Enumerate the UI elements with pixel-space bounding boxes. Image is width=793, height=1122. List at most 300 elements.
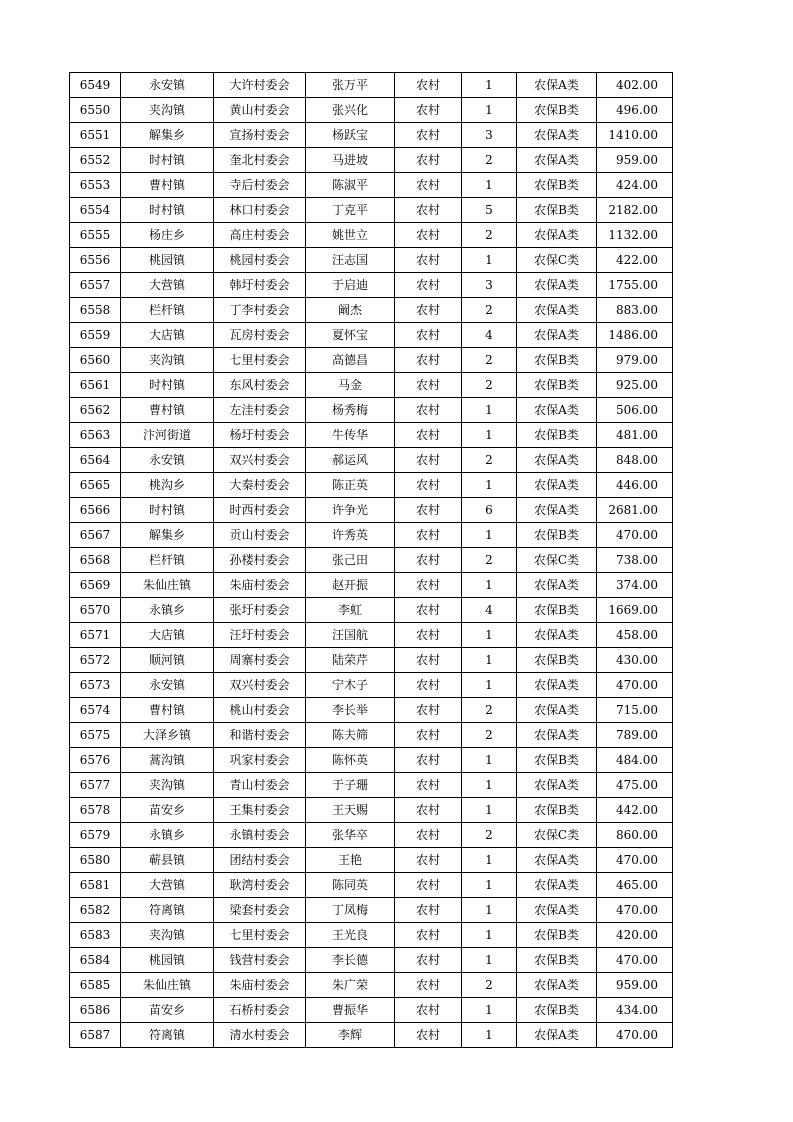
township-cell: 永安镇 [121, 673, 214, 698]
household-size-cell: 1 [462, 923, 517, 948]
insurance-category-cell: 农保A类 [517, 623, 597, 648]
serial-number-cell: 6562 [70, 398, 121, 423]
serial-number-cell: 6579 [70, 823, 121, 848]
person-name-cell: 曹振华 [306, 998, 395, 1023]
table-row [70, 798, 673, 823]
township-cell: 大营镇 [121, 273, 214, 298]
serial-number-cell: 6567 [70, 523, 121, 548]
household-size-cell: 1 [462, 73, 517, 98]
residence-type-cell: 农村 [395, 173, 462, 198]
serial-number-cell: 6557 [70, 273, 121, 298]
household-size-cell: 1 [462, 873, 517, 898]
township-cell: 杨庄乡 [121, 223, 214, 248]
person-name-cell: 陈怀英 [306, 748, 395, 773]
village-committee-cell: 孙楼村委会 [214, 548, 306, 573]
insurance-category-cell: 农保A类 [517, 448, 597, 473]
person-name-cell: 张己田 [306, 548, 395, 573]
residence-type-cell: 农村 [395, 373, 462, 398]
household-size-cell: 3 [462, 273, 517, 298]
person-name-cell: 朱广荣 [306, 973, 395, 998]
table-row [70, 873, 673, 898]
village-committee-cell: 七里村委会 [214, 923, 306, 948]
serial-number-cell: 6583 [70, 923, 121, 948]
serial-number-cell: 6574 [70, 698, 121, 723]
amount-cell: 496.00 [597, 98, 673, 123]
table-row [70, 73, 673, 98]
table-row [70, 548, 673, 573]
amount-cell: 458.00 [597, 623, 673, 648]
township-cell: 时村镇 [121, 148, 214, 173]
township-cell: 曹村镇 [121, 173, 214, 198]
township-cell: 曹村镇 [121, 698, 214, 723]
township-cell: 永安镇 [121, 73, 214, 98]
serial-number-cell: 6555 [70, 223, 121, 248]
person-name-cell: 王艳 [306, 848, 395, 873]
insurance-category-cell: 农保B类 [517, 748, 597, 773]
serial-number-cell: 6558 [70, 298, 121, 323]
insurance-category-cell: 农保B类 [517, 348, 597, 373]
amount-cell: 1410.00 [597, 123, 673, 148]
amount-cell: 848.00 [597, 448, 673, 473]
insurance-category-cell: 农保C类 [517, 823, 597, 848]
household-size-cell: 2 [462, 548, 517, 573]
amount-cell: 925.00 [597, 373, 673, 398]
serial-number-cell: 6566 [70, 498, 121, 523]
serial-number-cell: 6587 [70, 1023, 121, 1048]
household-size-cell: 1 [462, 173, 517, 198]
village-committee-cell: 杨圩村委会 [214, 423, 306, 448]
person-name-cell: 陈淑平 [306, 173, 395, 198]
insurance-category-cell: 农保A类 [517, 298, 597, 323]
household-size-cell: 1 [462, 473, 517, 498]
household-size-cell: 4 [462, 323, 517, 348]
insurance-category-cell: 农保A类 [517, 323, 597, 348]
table-row [70, 923, 673, 948]
insurance-category-cell: 农保A类 [517, 473, 597, 498]
township-cell: 夹沟镇 [121, 98, 214, 123]
table-row [70, 348, 673, 373]
serial-number-cell: 6565 [70, 473, 121, 498]
amount-cell: 1755.00 [597, 273, 673, 298]
residence-type-cell: 农村 [395, 548, 462, 573]
residence-type-cell: 农村 [395, 473, 462, 498]
table-row [70, 573, 673, 598]
township-cell: 大泽乡镇 [121, 723, 214, 748]
serial-number-cell: 6551 [70, 123, 121, 148]
serial-number-cell: 6559 [70, 323, 121, 348]
residence-type-cell: 农村 [395, 298, 462, 323]
village-committee-cell: 清水村委会 [214, 1023, 306, 1048]
table-row [70, 223, 673, 248]
amount-cell: 1132.00 [597, 223, 673, 248]
table-row [70, 173, 673, 198]
amount-cell: 420.00 [597, 923, 673, 948]
table-row [70, 1023, 673, 1048]
residence-type-cell: 农村 [395, 123, 462, 148]
village-committee-cell: 和谐村委会 [214, 723, 306, 748]
village-committee-cell: 耿湾村委会 [214, 873, 306, 898]
person-name-cell: 于子珊 [306, 773, 395, 798]
serial-number-cell: 6570 [70, 598, 121, 623]
residence-type-cell: 农村 [395, 248, 462, 273]
village-committee-cell: 林口村委会 [214, 198, 306, 223]
household-size-cell: 1 [462, 623, 517, 648]
amount-cell: 470.00 [597, 898, 673, 923]
residence-type-cell: 农村 [395, 448, 462, 473]
insurance-category-cell: 农保B类 [517, 948, 597, 973]
table-row [70, 723, 673, 748]
residence-type-cell: 农村 [395, 73, 462, 98]
amount-cell: 2681.00 [597, 498, 673, 523]
table-row [70, 698, 673, 723]
household-size-cell: 2 [462, 223, 517, 248]
person-name-cell: 陈同英 [306, 873, 395, 898]
serial-number-cell: 6580 [70, 848, 121, 873]
insurance-category-cell: 农保B类 [517, 198, 597, 223]
residence-type-cell: 农村 [395, 848, 462, 873]
township-cell: 朱仙庄镇 [121, 573, 214, 598]
person-name-cell: 许争光 [306, 498, 395, 523]
table-row [70, 773, 673, 798]
township-cell: 时村镇 [121, 498, 214, 523]
insurance-category-cell: 农保B类 [517, 648, 597, 673]
village-committee-cell: 张圩村委会 [214, 598, 306, 623]
insurance-category-cell: 农保C类 [517, 548, 597, 573]
person-name-cell: 张兴化 [306, 98, 395, 123]
household-size-cell: 2 [462, 148, 517, 173]
serial-number-cell: 6578 [70, 798, 121, 823]
household-size-cell: 2 [462, 298, 517, 323]
person-name-cell: 张万平 [306, 73, 395, 98]
person-name-cell: 丁克平 [306, 198, 395, 223]
township-cell: 夹沟镇 [121, 923, 214, 948]
serial-number-cell: 6554 [70, 198, 121, 223]
insurance-category-cell: 农保A类 [517, 148, 597, 173]
records-table [69, 72, 673, 1048]
person-name-cell: 丁凤梅 [306, 898, 395, 923]
person-name-cell: 李虹 [306, 598, 395, 623]
household-size-cell: 1 [462, 848, 517, 873]
insurance-category-cell: 农保A类 [517, 673, 597, 698]
serial-number-cell: 6577 [70, 773, 121, 798]
serial-number-cell: 6549 [70, 73, 121, 98]
household-size-cell: 1 [462, 523, 517, 548]
residence-type-cell: 农村 [395, 748, 462, 773]
table-row [70, 748, 673, 773]
township-cell: 时村镇 [121, 373, 214, 398]
serial-number-cell: 6572 [70, 648, 121, 673]
residence-type-cell: 农村 [395, 898, 462, 923]
person-name-cell: 马进坡 [306, 148, 395, 173]
table-row [70, 898, 673, 923]
table-row [70, 248, 673, 273]
township-cell: 苗安乡 [121, 998, 214, 1023]
village-committee-cell: 双兴村委会 [214, 448, 306, 473]
insurance-category-cell: 农保A类 [517, 848, 597, 873]
township-cell: 符离镇 [121, 1023, 214, 1048]
household-size-cell: 1 [462, 98, 517, 123]
insurance-category-cell: 农保A类 [517, 73, 597, 98]
household-size-cell: 1 [462, 248, 517, 273]
person-name-cell: 马金 [306, 373, 395, 398]
village-committee-cell: 周寨村委会 [214, 648, 306, 673]
village-committee-cell: 时西村委会 [214, 498, 306, 523]
amount-cell: 715.00 [597, 698, 673, 723]
village-committee-cell: 石桥村委会 [214, 998, 306, 1023]
village-committee-cell: 永镇村委会 [214, 823, 306, 848]
table-row [70, 323, 673, 348]
village-committee-cell: 瓦房村委会 [214, 323, 306, 348]
serial-number-cell: 6550 [70, 98, 121, 123]
village-committee-cell: 桃园村委会 [214, 248, 306, 273]
amount-cell: 434.00 [597, 998, 673, 1023]
township-cell: 桃园镇 [121, 248, 214, 273]
person-name-cell: 张华卒 [306, 823, 395, 848]
insurance-category-cell: 农保B类 [517, 423, 597, 448]
serial-number-cell: 6552 [70, 148, 121, 173]
residence-type-cell: 农村 [395, 998, 462, 1023]
person-name-cell: 许秀英 [306, 523, 395, 548]
village-committee-cell: 东风村委会 [214, 373, 306, 398]
amount-cell: 481.00 [597, 423, 673, 448]
insurance-category-cell: 农保A类 [517, 498, 597, 523]
township-cell: 朱仙庄镇 [121, 973, 214, 998]
township-cell: 解集乡 [121, 523, 214, 548]
serial-number-cell: 6560 [70, 348, 121, 373]
table-row [70, 298, 673, 323]
village-committee-cell: 桃山村委会 [214, 698, 306, 723]
person-name-cell: 杨秀梅 [306, 398, 395, 423]
residence-type-cell: 农村 [395, 523, 462, 548]
township-cell: 蒿沟镇 [121, 748, 214, 773]
insurance-category-cell: 农保A类 [517, 123, 597, 148]
table-row [70, 473, 673, 498]
residence-type-cell: 农村 [395, 148, 462, 173]
residence-type-cell: 农村 [395, 923, 462, 948]
insurance-category-cell: 农保A类 [517, 898, 597, 923]
serial-number-cell: 6573 [70, 673, 121, 698]
serial-number-cell: 6564 [70, 448, 121, 473]
amount-cell: 979.00 [597, 348, 673, 373]
amount-cell: 484.00 [597, 748, 673, 773]
insurance-category-cell: 农保B类 [517, 923, 597, 948]
household-size-cell: 1 [462, 1023, 517, 1048]
residence-type-cell: 农村 [395, 598, 462, 623]
serial-number-cell: 6576 [70, 748, 121, 773]
residence-type-cell: 农村 [395, 223, 462, 248]
amount-cell: 1669.00 [597, 598, 673, 623]
table-row [70, 148, 673, 173]
insurance-category-cell: 农保A类 [517, 723, 597, 748]
township-cell: 大店镇 [121, 623, 214, 648]
household-size-cell: 2 [462, 723, 517, 748]
household-size-cell: 1 [462, 398, 517, 423]
amount-cell: 446.00 [597, 473, 673, 498]
person-name-cell: 王天赐 [306, 798, 395, 823]
township-cell: 夹沟镇 [121, 348, 214, 373]
amount-cell: 789.00 [597, 723, 673, 748]
village-committee-cell: 朱庙村委会 [214, 573, 306, 598]
household-size-cell: 1 [462, 998, 517, 1023]
amount-cell: 424.00 [597, 173, 673, 198]
household-size-cell: 2 [462, 448, 517, 473]
amount-cell: 959.00 [597, 973, 673, 998]
village-committee-cell: 王集村委会 [214, 798, 306, 823]
serial-number-cell: 6571 [70, 623, 121, 648]
household-size-cell: 2 [462, 823, 517, 848]
village-committee-cell: 黄山村委会 [214, 98, 306, 123]
amount-cell: 470.00 [597, 673, 673, 698]
person-name-cell: 汪国航 [306, 623, 395, 648]
amount-cell: 470.00 [597, 948, 673, 973]
serial-number-cell: 6568 [70, 548, 121, 573]
village-committee-cell: 丁李村委会 [214, 298, 306, 323]
household-size-cell: 2 [462, 373, 517, 398]
insurance-category-cell: 农保A类 [517, 698, 597, 723]
amount-cell: 442.00 [597, 798, 673, 823]
household-size-cell: 1 [462, 423, 517, 448]
person-name-cell: 于启迪 [306, 273, 395, 298]
residence-type-cell: 农村 [395, 423, 462, 448]
residence-type-cell: 农村 [395, 398, 462, 423]
person-name-cell: 郝运风 [306, 448, 395, 473]
amount-cell: 1486.00 [597, 323, 673, 348]
village-committee-cell: 青山村委会 [214, 773, 306, 798]
person-name-cell: 汪志国 [306, 248, 395, 273]
township-cell: 永镇乡 [121, 598, 214, 623]
person-name-cell: 牛传华 [306, 423, 395, 448]
serial-number-cell: 6556 [70, 248, 121, 273]
person-name-cell: 李辉 [306, 1023, 395, 1048]
table-row [70, 423, 673, 448]
serial-number-cell: 6581 [70, 873, 121, 898]
village-committee-cell: 双兴村委会 [214, 673, 306, 698]
household-size-cell: 1 [462, 673, 517, 698]
township-cell: 顺河镇 [121, 648, 214, 673]
household-size-cell: 6 [462, 498, 517, 523]
township-cell: 大营镇 [121, 873, 214, 898]
household-size-cell: 2 [462, 698, 517, 723]
township-cell: 符离镇 [121, 898, 214, 923]
household-size-cell: 1 [462, 798, 517, 823]
table-row [70, 648, 673, 673]
township-cell: 栏杆镇 [121, 298, 214, 323]
person-name-cell: 陆荣芹 [306, 648, 395, 673]
township-cell: 苗安乡 [121, 798, 214, 823]
serial-number-cell: 6553 [70, 173, 121, 198]
township-cell: 汴河街道 [121, 423, 214, 448]
table-row [70, 198, 673, 223]
residence-type-cell: 农村 [395, 273, 462, 298]
insurance-category-cell: 农保A类 [517, 773, 597, 798]
township-cell: 曹村镇 [121, 398, 214, 423]
amount-cell: 470.00 [597, 523, 673, 548]
insurance-category-cell: 农保B类 [517, 523, 597, 548]
village-committee-cell: 贡山村委会 [214, 523, 306, 548]
amount-cell: 402.00 [597, 73, 673, 98]
insurance-category-cell: 农保B类 [517, 173, 597, 198]
village-committee-cell: 奎北村委会 [214, 148, 306, 173]
table-row [70, 823, 673, 848]
table-row [70, 98, 673, 123]
household-size-cell: 1 [462, 573, 517, 598]
table-row [70, 398, 673, 423]
amount-cell: 465.00 [597, 873, 673, 898]
village-committee-cell: 宣扬村委会 [214, 123, 306, 148]
township-cell: 桃园镇 [121, 948, 214, 973]
insurance-category-cell: 农保A类 [517, 573, 597, 598]
insurance-category-cell: 农保B类 [517, 798, 597, 823]
amount-cell: 2182.00 [597, 198, 673, 223]
residence-type-cell: 农村 [395, 798, 462, 823]
table-row [70, 498, 673, 523]
insurance-category-cell: 农保A类 [517, 973, 597, 998]
table-row [70, 948, 673, 973]
household-size-cell: 1 [462, 648, 517, 673]
serial-number-cell: 6575 [70, 723, 121, 748]
village-committee-cell: 大秦村委会 [214, 473, 306, 498]
amount-cell: 475.00 [597, 773, 673, 798]
amount-cell: 959.00 [597, 148, 673, 173]
village-committee-cell: 高庄村委会 [214, 223, 306, 248]
amount-cell: 860.00 [597, 823, 673, 848]
insurance-category-cell: 农保B类 [517, 998, 597, 1023]
residence-type-cell: 农村 [395, 573, 462, 598]
residence-type-cell: 农村 [395, 698, 462, 723]
table-row [70, 623, 673, 648]
amount-cell: 470.00 [597, 1023, 673, 1048]
residence-type-cell: 农村 [395, 723, 462, 748]
serial-number-cell: 6584 [70, 948, 121, 973]
residence-type-cell: 农村 [395, 623, 462, 648]
amount-cell: 506.00 [597, 398, 673, 423]
village-committee-cell: 韩圩村委会 [214, 273, 306, 298]
township-cell: 桃沟乡 [121, 473, 214, 498]
residence-type-cell: 农村 [395, 973, 462, 998]
village-committee-cell: 七里村委会 [214, 348, 306, 373]
amount-cell: 374.00 [597, 573, 673, 598]
residence-type-cell: 农村 [395, 873, 462, 898]
table-row [70, 673, 673, 698]
household-size-cell: 1 [462, 898, 517, 923]
residence-type-cell: 农村 [395, 648, 462, 673]
person-name-cell: 赵开振 [306, 573, 395, 598]
amount-cell: 430.00 [597, 648, 673, 673]
household-size-cell: 5 [462, 198, 517, 223]
village-committee-cell: 大许村委会 [214, 73, 306, 98]
village-committee-cell: 朱庙村委会 [214, 973, 306, 998]
residence-type-cell: 农村 [395, 98, 462, 123]
serial-number-cell: 6569 [70, 573, 121, 598]
residence-type-cell: 农村 [395, 823, 462, 848]
serial-number-cell: 6585 [70, 973, 121, 998]
amount-cell: 470.00 [597, 848, 673, 873]
insurance-category-cell: 农保A类 [517, 273, 597, 298]
amount-cell: 738.00 [597, 548, 673, 573]
serial-number-cell: 6561 [70, 373, 121, 398]
residence-type-cell: 农村 [395, 773, 462, 798]
table-row [70, 523, 673, 548]
household-size-cell: 2 [462, 973, 517, 998]
township-cell: 时村镇 [121, 198, 214, 223]
person-name-cell: 夏怀宝 [306, 323, 395, 348]
insurance-category-cell: 农保C类 [517, 248, 597, 273]
residence-type-cell: 农村 [395, 198, 462, 223]
person-name-cell: 姚世立 [306, 223, 395, 248]
village-committee-cell: 巩家村委会 [214, 748, 306, 773]
insurance-category-cell: 农保A类 [517, 223, 597, 248]
table-row [70, 848, 673, 873]
